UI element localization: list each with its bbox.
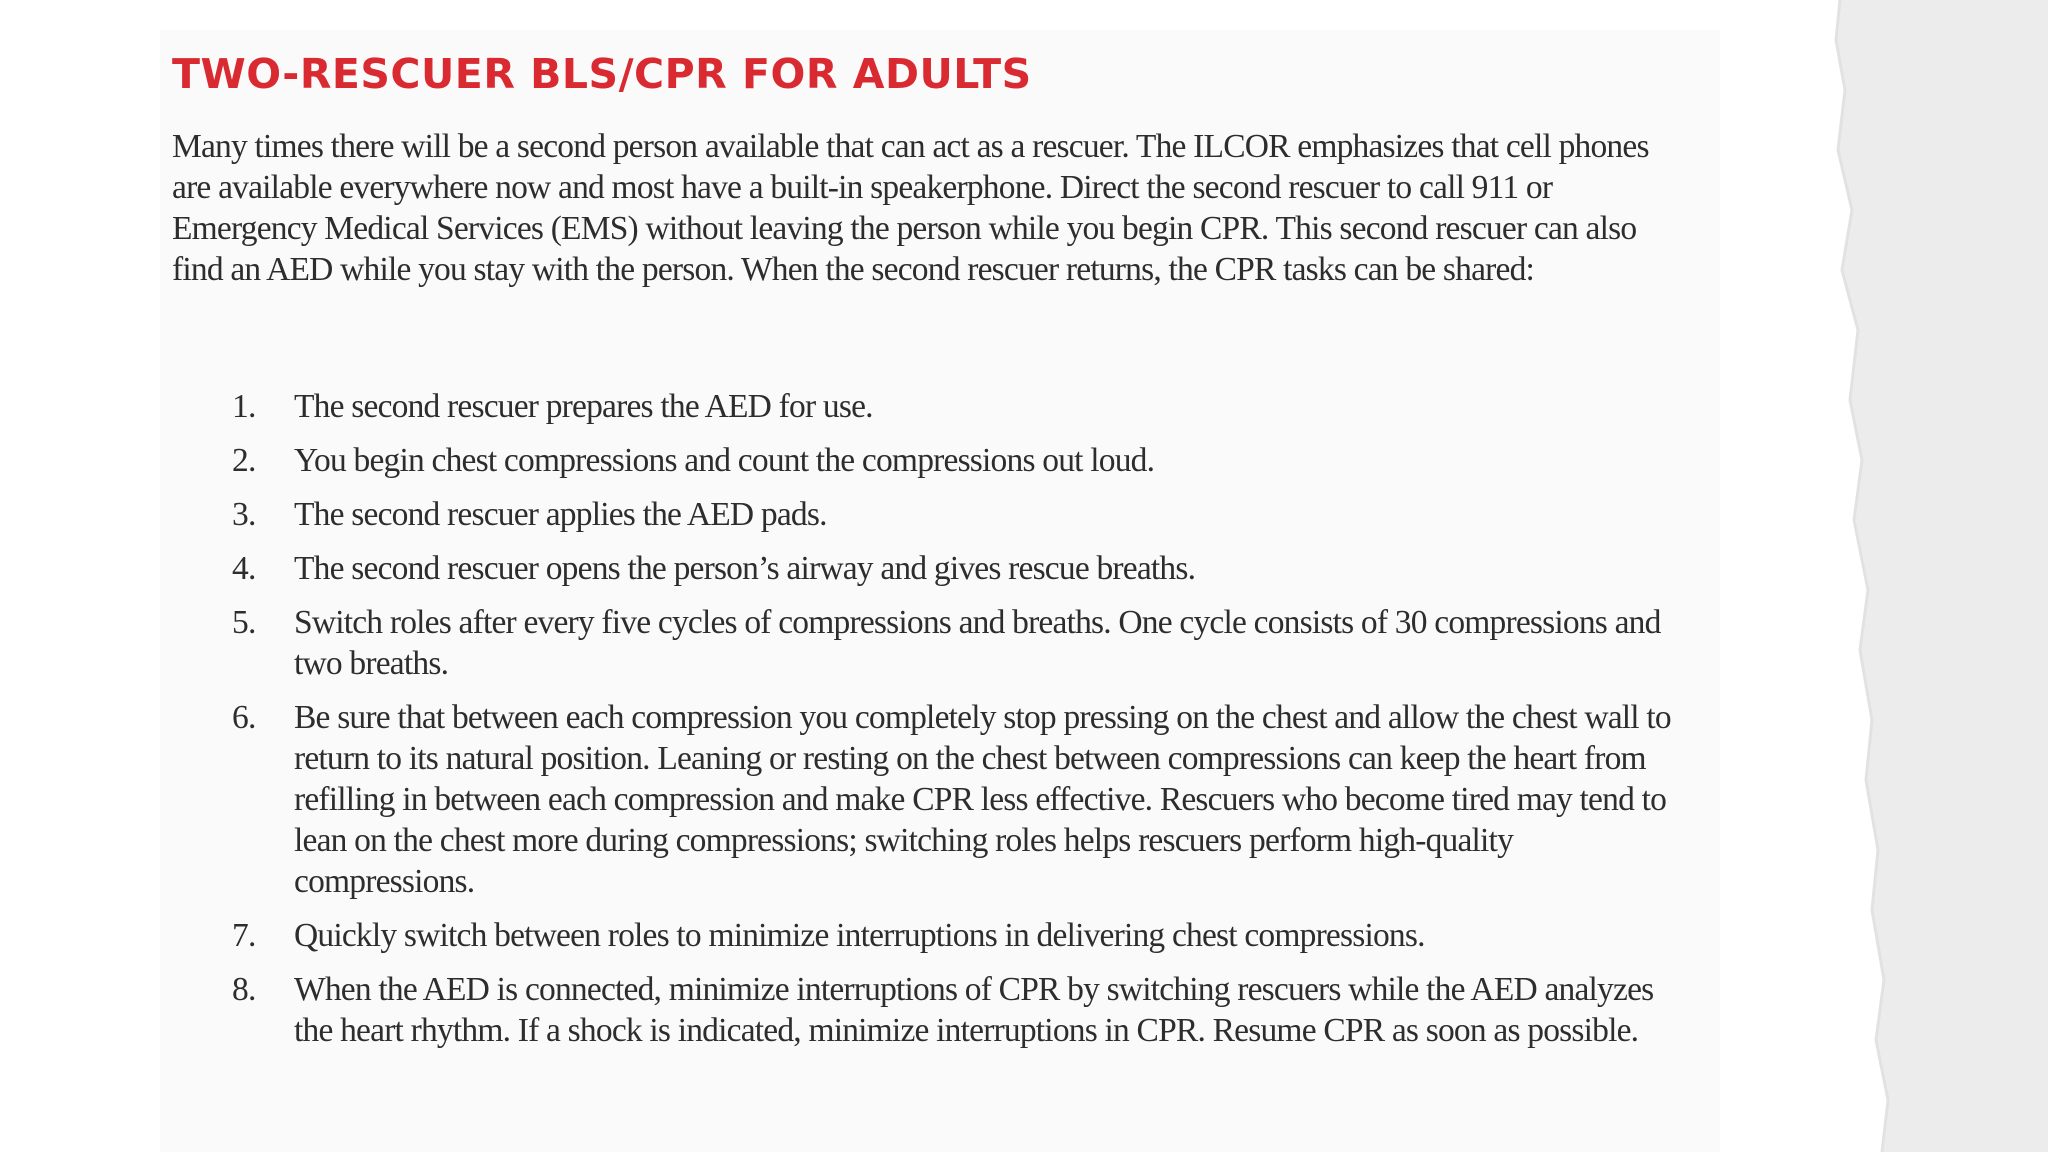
step-text: Quickly switch between roles to minimize interruptions in delivering chest compressions.	[294, 917, 1425, 954]
step-number: 1.	[232, 388, 256, 425]
list-item	[172, 386, 1692, 427]
step-number: 5.	[232, 604, 256, 641]
step-text: Be sure that between each compression you completely stop pressing on the chest and allow the chest wall to return to its natural position. Leaning or resting on the chest between compressions can keep the heart from refilling in between each compression and make CPR less effective. Rescuers who become tired may tend to lean on the chest more during compressions; switching roles helps rescuers perform high-quality compressions.	[294, 699, 1671, 900]
section-heading: TWO-RESCUER BLS/CPR FOR ADULTS	[172, 50, 1032, 98]
list-item	[172, 969, 1692, 1051]
list-item	[172, 602, 1692, 684]
list-item	[172, 697, 1692, 902]
step-number: 3.	[232, 496, 256, 533]
list-item	[172, 915, 1692, 956]
step-number: 4.	[232, 550, 256, 587]
list-item	[172, 548, 1692, 589]
step-text: The second rescuer applies the AED pads.	[294, 496, 827, 533]
step-text: Switch roles after every five cycles of compressions and breaths. One cycle consists of 30 compressions and two breaths.	[294, 604, 1661, 682]
step-number: 2.	[232, 442, 256, 479]
list-item	[172, 440, 1692, 481]
step-number: 8.	[232, 971, 256, 1008]
step-text: You begin chest compressions and count the compressions out loud.	[294, 442, 1155, 479]
step-number: 7.	[232, 917, 256, 954]
step-number: 6.	[232, 699, 256, 736]
list-item	[172, 494, 1692, 535]
step-text: The second rescuer prepares the AED for use.	[294, 388, 873, 425]
step-text: The second rescuer opens the person’s airway and gives rescue breaths.	[294, 550, 1196, 587]
steps-list	[172, 386, 1692, 1064]
step-text: When the AED is connected, minimize interruptions of CPR by switching rescuers while the AED analyzes the heart rhythm. If a shock is indicated, minimize interruptions in CPR. Resume CPR as soon as possible.	[294, 971, 1654, 1049]
intro-paragraph: Many times there will be a second person available that can act as a rescuer. The ILCOR emphasizes that cell phones are available everywhere now and most have a built-in speakerphone. Direct the second rescuer to call 911 or Emergency Medical Services (EMS) without leaving the person while you begin CPR. This second rescuer can also find an AED while you stay with the person. When the second rescuer returns, the CPR tasks can be shared:	[172, 128, 1649, 288]
